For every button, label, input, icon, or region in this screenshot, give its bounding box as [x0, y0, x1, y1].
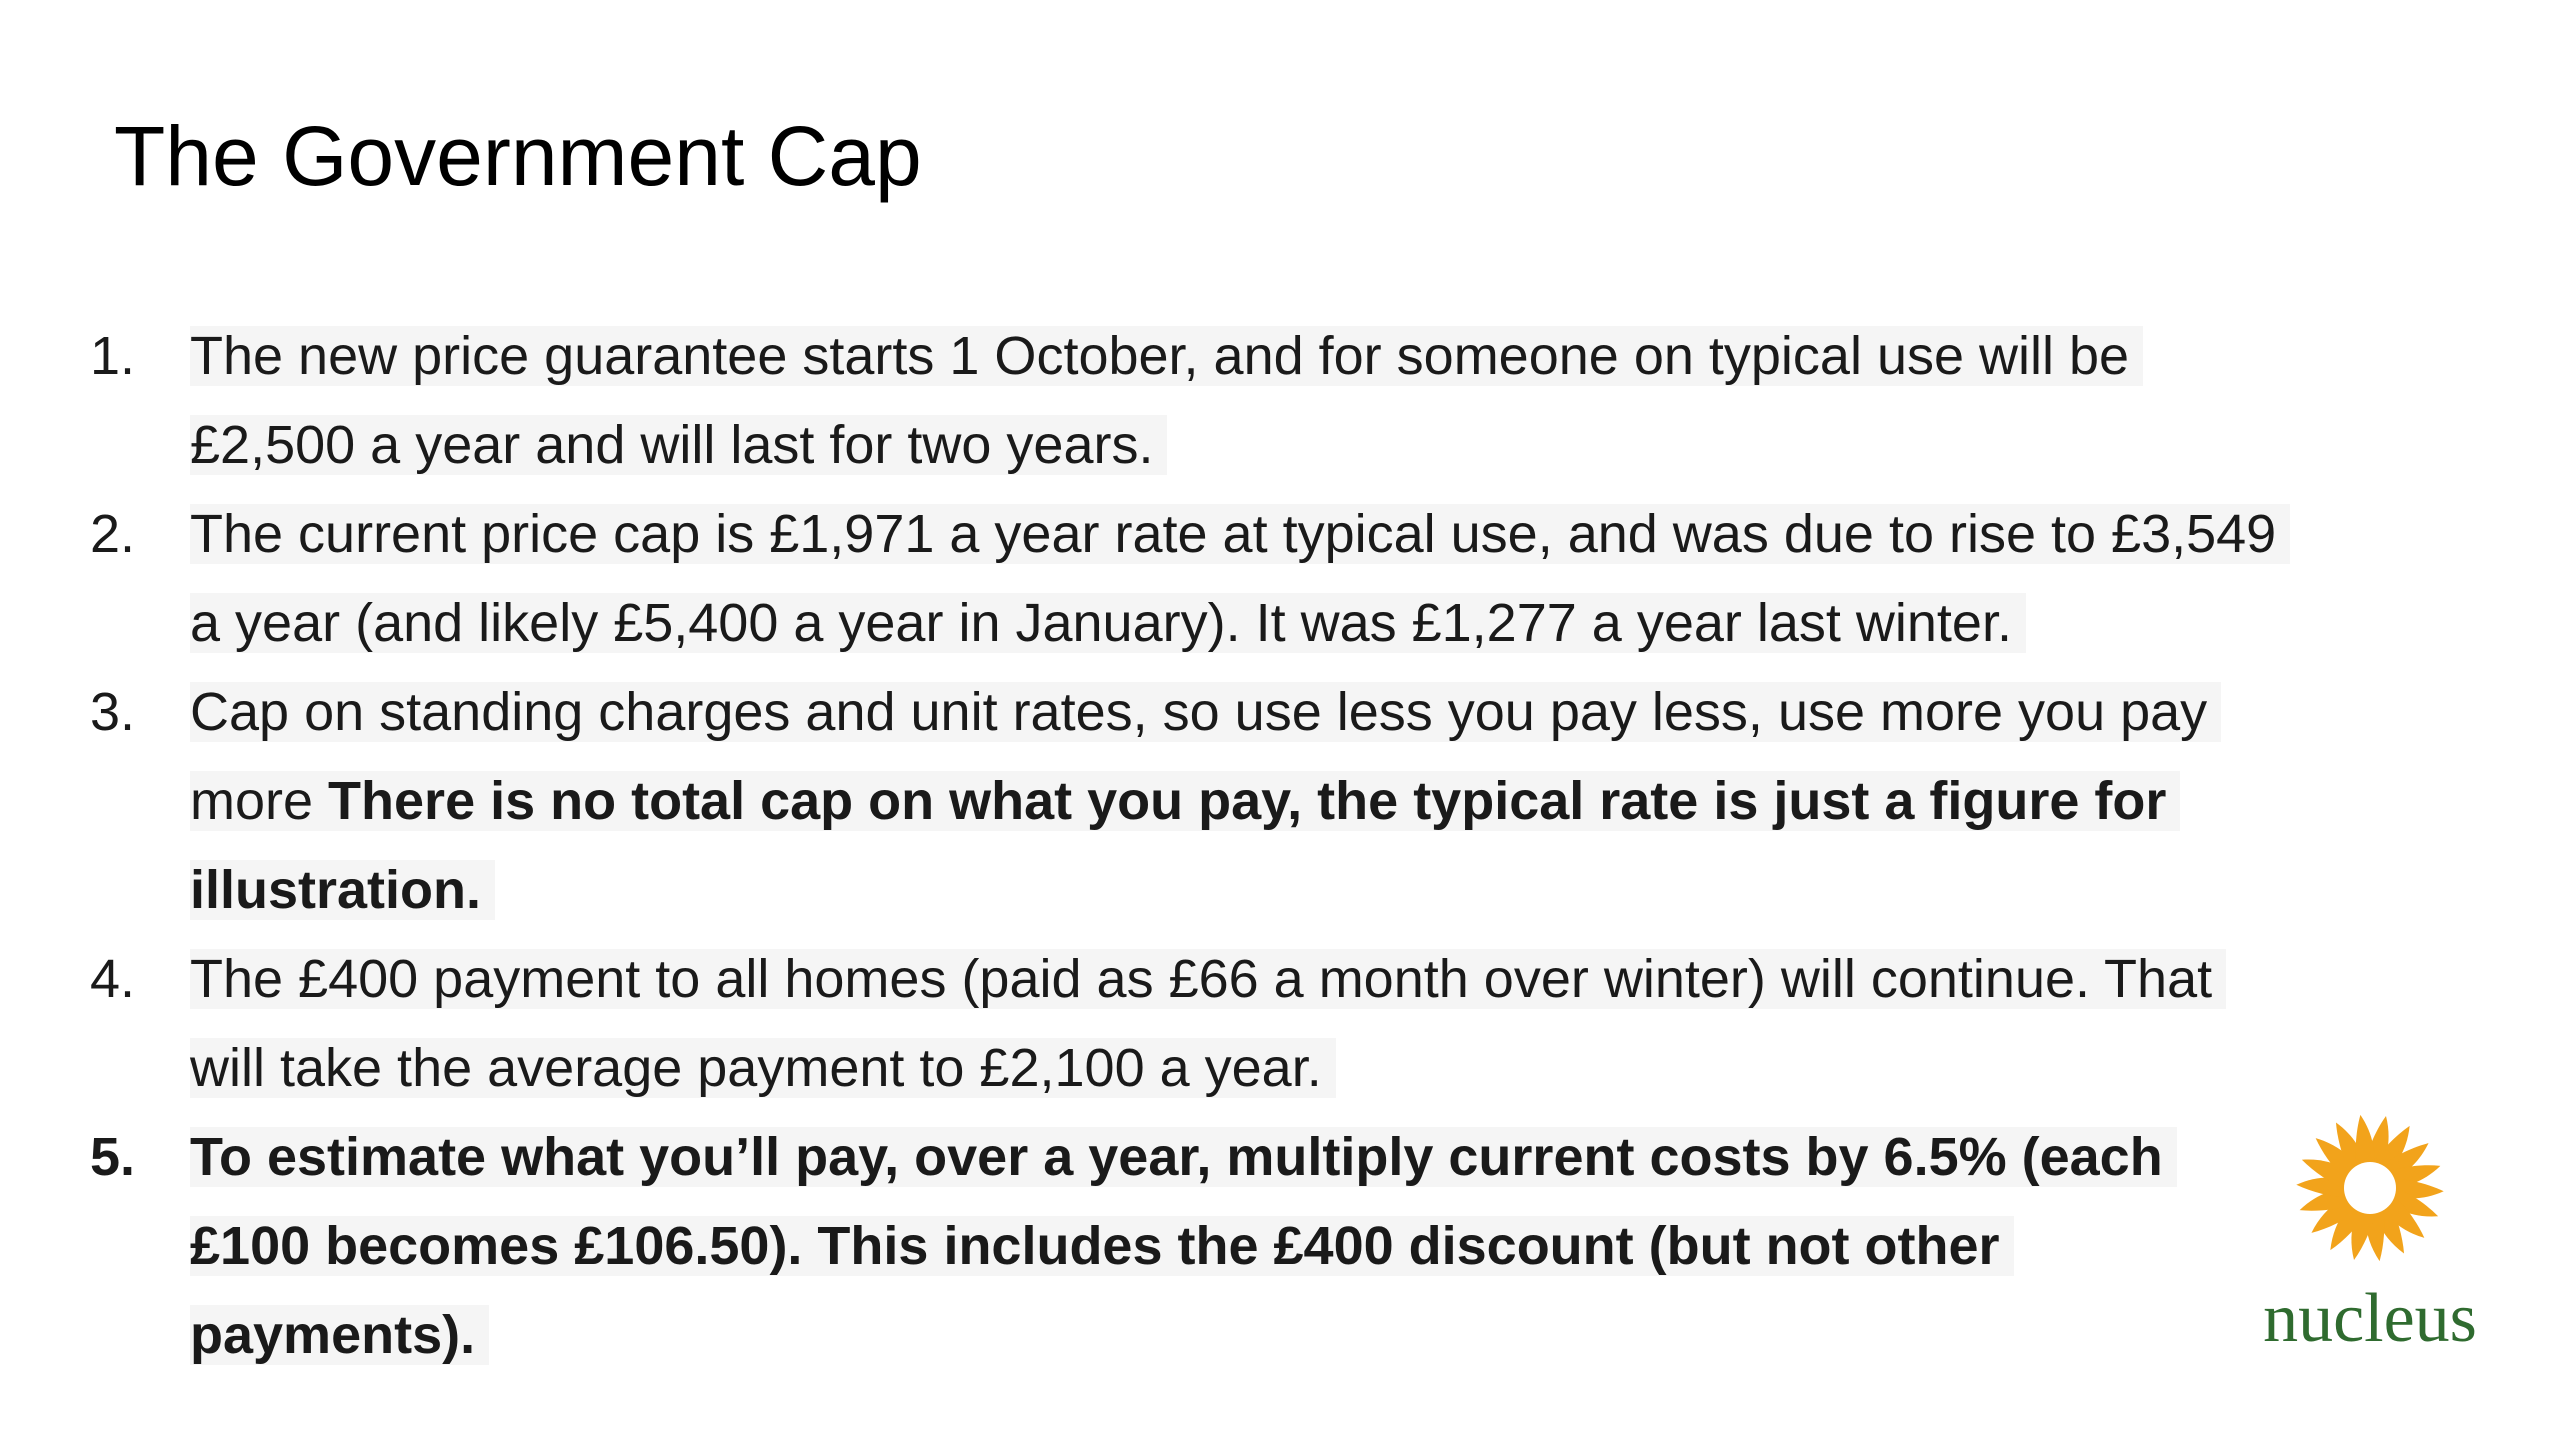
list-item-number: 5. — [90, 1127, 136, 1187]
list-item-text-plain: Cap on standing charges and unit rates, so use less you pay less, use more you pay more — [190, 682, 2208, 831]
list-item-text: The new price guarantee starts 1 October, and for someone on typical use will be £2,500 a year and will last for two years. — [190, 326, 2143, 475]
nucleus-logo — [2240, 1108, 2500, 1368]
list-item-4 — [90, 935, 2290, 1113]
list-item-emphasis: There is no total cap on what you pay, the typical rate is just a figure for illustration. — [190, 771, 2167, 920]
slide-title: The Government Cap — [114, 109, 922, 203]
list-item-number: 4. — [90, 949, 136, 1009]
list-item-number: 3. — [90, 682, 136, 742]
list-item-text: To estimate what you’ll pay, over a year, multiply current costs by 6.5% (each £100 becomes £106.50). This includes the £400 discount (but not other payments). — [190, 1127, 2177, 1365]
list-item-2 — [90, 490, 2290, 668]
list-item-number: 1. — [90, 326, 136, 386]
list-item-text: The current price cap is £1,971 a year rate at typical use, and was due to rise to £3,549 a year (and likely £5,400 a year in January). It was £1,277 a year last winter. — [190, 504, 2290, 653]
logo-wordmark: nucleus — [2263, 1280, 2477, 1357]
list-item-3 — [90, 668, 2290, 935]
list-item-number: 2. — [90, 504, 136, 564]
list-item-text: The £400 payment to all homes (paid as £66 a month over winter) will continue. That will take the average payment to £2,100 a year. — [190, 949, 2226, 1098]
sunburst-logo-icon — [2290, 1108, 2450, 1268]
bullet-list — [90, 312, 2290, 1380]
list-item-text — [190, 682, 2221, 920]
list-item-5 — [90, 1113, 2290, 1380]
list-item-1 — [90, 312, 2290, 490]
